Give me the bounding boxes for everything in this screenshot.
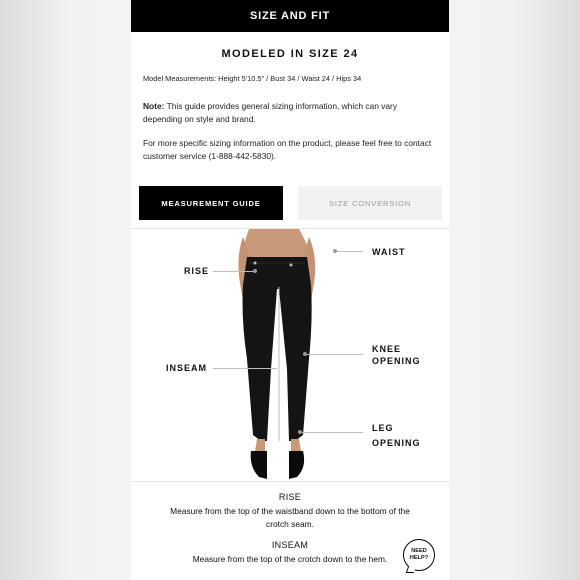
note-paragraph — [131, 100, 449, 125]
model-measurements: Model Measurements: Height 5'10.5" / Bust 34 / Waist 24 / Hips 34 — [143, 74, 362, 83]
leg-opening-label-line1: LEG — [372, 423, 394, 433]
need-help-line2: HELP? — [409, 555, 429, 561]
rise-marker-dot — [253, 269, 257, 273]
model-size-title: MODELED IN SIZE 24 — [221, 48, 359, 60]
knee-guide-line — [307, 354, 363, 355]
measurement-guide-button[interactable]: MEASUREMENT GUIDE — [139, 186, 283, 220]
measurement-definitions — [131, 492, 449, 566]
waist-label: WAIST — [372, 247, 406, 257]
panel-header: SIZE AND FIT — [131, 0, 449, 32]
waist-guide-line — [337, 251, 363, 252]
section-divider — [131, 481, 449, 482]
inseam-definition-title: INSEAM — [271, 540, 309, 550]
knee-opening-label-line1: KNEE — [372, 344, 402, 354]
guide-tabs — [131, 186, 449, 220]
contact-paragraph: For more specific sizing information on the product, please feel free to contact customer service (1-888-442-5830). — [143, 138, 432, 161]
note-text: This guide provides general sizing information, which can vary depending on style and brand. — [143, 101, 398, 124]
inseam-guide-line — [213, 368, 277, 369]
need-help-line1: NEED — [411, 548, 427, 554]
rise-definition-text: Measure from the top of the waistband down to the bottom of the crotch seam. — [170, 506, 410, 529]
inseam-label: INSEAM — [166, 363, 208, 373]
measurement-figure — [131, 229, 449, 481]
rise-definition-title: RISE — [278, 492, 302, 502]
inseam-definition-text: Measure from the top of the crotch down to the hem. — [192, 554, 388, 564]
need-help-chat-icon[interactable] — [403, 539, 435, 571]
leg-opening-label-line2: OPENING — [372, 438, 421, 448]
leg-opening-guide-line — [302, 432, 363, 433]
size-and-fit-panel — [131, 0, 449, 580]
rise-guide-line — [213, 271, 253, 272]
size-conversion-button[interactable]: SIZE CONVERSION — [298, 186, 442, 220]
note-label: Note: — [143, 101, 165, 111]
knee-opening-label-line2: OPENING — [372, 356, 421, 366]
rise-label: RISE — [184, 266, 210, 276]
